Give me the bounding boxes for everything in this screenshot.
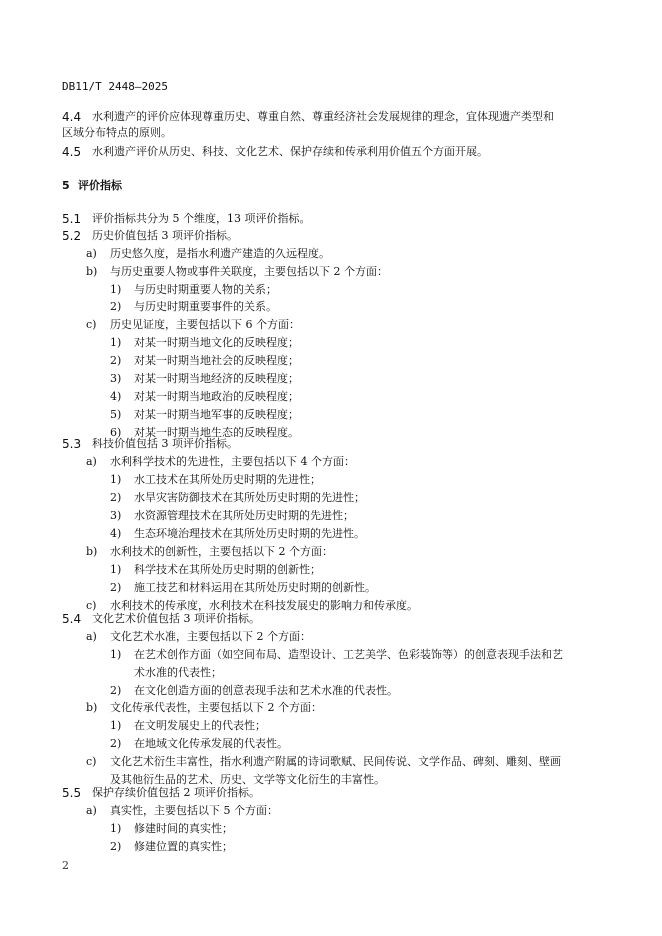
list-marker: 2) [110,737,122,750]
clause-text: 对某一时期当地社会的反映程度； [134,354,299,367]
clause-text: 在文化创造方面的创意表现手法和艺术水准的代表性。 [134,684,398,697]
clause-number: 4.5 [62,145,82,159]
list-marker: 1) [110,822,122,835]
document-id-header: DB11/T 2448—2025 [62,80,168,93]
clause-text: 文化艺术价值包括 3 项评价指标。 [92,612,260,625]
clause-text: 在文明发展史上的代表性； [134,719,266,732]
clause-text: 施工技艺和材料运用在其所处历史时期的创新性。 [134,581,376,594]
clause-text: 水利技术的创新性，主要包括以下 2 个方面： [110,545,333,558]
list-marker: 2) [110,354,122,367]
clause-text: 水资源管理技术在其所处历史时期的先进性； [134,509,354,522]
continuation-text: 术水准的代表性； [134,666,222,679]
clause-text: 水利科学技术的先进性，主要包括以下 4 个方面： [110,455,355,468]
list-marker: c) [86,318,97,331]
clause-number: 4.4 [62,110,82,124]
clause-text: 保护存续价值包括 2 项评价指标。 [92,786,260,799]
list-marker: 2) [110,581,122,594]
list-marker: c) [86,755,97,768]
clause-text: 真实性，主要包括以下 5 个方面： [110,804,278,817]
list-marker: 4) [110,527,122,540]
clause-text: 在艺术创作方面（如空间布局、造型设计、工艺美学、色彩装饰等）的创意表现手法和艺 [134,648,563,661]
clause-text: 对某一时期当地生态的反映程度。 [134,426,299,439]
clause-text: 历史见证度，主要包括以下 6 个方面： [110,318,300,331]
list-marker: 1) [110,563,122,576]
list-marker: b) [86,545,98,558]
list-marker: 1) [110,473,122,486]
clause-text: 修建位置的真实性； [134,840,233,853]
list-marker: 5) [110,408,122,421]
list-marker: 2) [110,840,122,853]
clause-text: 水利技术的传承度，水利技术在科技发展史的影响力和传承度。 [110,599,418,612]
list-marker: 3) [110,509,122,522]
clause-text: 对某一时期当地经济的反映程度； [134,372,299,385]
clause-text: 科技价值包括 3 项评价指标。 [92,437,238,450]
list-marker: b) [86,265,98,278]
clause-number: 5.2 [62,229,82,243]
clause-number: 5.1 [62,212,82,226]
clause-text: 水工技术在其所处历史时期的先进性； [134,473,321,486]
clause-text: 水利遗产评价从历史、科技、文化艺术、保护存续和传承利用价值五个方面开展。 [92,145,488,158]
clause-text: 文化艺术衍生丰富性，指水利遗产附属的诗词歌赋、民间传说、文学作品、碑刻、雕刻、壁画 [110,755,561,768]
section-heading: 评价指标 [78,179,122,192]
clause-text: 修建时间的真实性； [134,822,233,835]
list-marker: a) [86,630,97,643]
list-marker: 1) [110,648,122,661]
clause-number: 5.4 [62,612,82,626]
clause-text: 对某一时期当地政治的反映程度； [134,390,299,403]
list-marker: 1) [110,283,122,296]
continuation-text: 及其他衍生品的艺术、历史、文学等文化衍生的丰富性。 [110,773,385,786]
clause-text: 与历史重要人物或事件关联度，主要包括以下 2 个方面： [110,265,388,278]
list-marker: 2) [110,491,122,504]
clause-text: 科学技术在其所处历史时期的创新性； [134,563,321,576]
list-marker: 4) [110,390,122,403]
clause-text: 水利遗产的评价应体现尊重历史、尊重自然、尊重经济社会发展规律的理念，宜体现遗产类型和 [92,110,554,123]
section-number: 5 [62,179,70,192]
list-marker: c) [86,599,97,612]
page-number: 2 [62,859,69,872]
clause-text: 与历史时期重要事件的关系。 [134,300,277,313]
list-marker: 3) [110,372,122,385]
list-marker: 2) [110,684,122,697]
clause-text: 文化艺术水准，主要包括以下 2 个方面： [110,630,311,643]
clause-number: 5.3 [62,437,82,451]
list-marker: 1) [110,336,122,349]
clause-text: 与历史时期重要人物的关系； [134,283,277,296]
list-marker: a) [86,247,97,260]
clause-text: 在地域文化传承发展的代表性。 [134,737,288,750]
clause-text: 历史价值包括 3 项评价指标。 [92,229,238,242]
list-marker: a) [86,455,97,468]
list-marker: b) [86,701,98,714]
list-marker: a) [86,804,97,817]
clause-text: 水旱灾害防御技术在其所处历史时期的先进性； [134,491,365,504]
clause-text: 历史悠久度，是指水利遗产建造的久远程度。 [110,247,330,260]
list-marker: 2) [110,300,122,313]
clause-text: 对某一时期当地军事的反映程度； [134,408,299,421]
continuation-text: 区域分布特点的原则。 [62,126,172,139]
clause-text: 生态环境治理技术在其所处历史时期的先进性。 [134,527,365,540]
clause-number: 5.5 [62,786,82,800]
clause-text: 对某一时期当地文化的反映程度； [134,336,299,349]
clause-text: 评价指标共分为 5 个维度，13 项评价指标。 [92,212,311,225]
list-marker: 1) [110,719,122,732]
list-marker: 6) [110,426,122,439]
clause-text: 文化传承代表性，主要包括以下 2 个方面： [110,701,322,714]
